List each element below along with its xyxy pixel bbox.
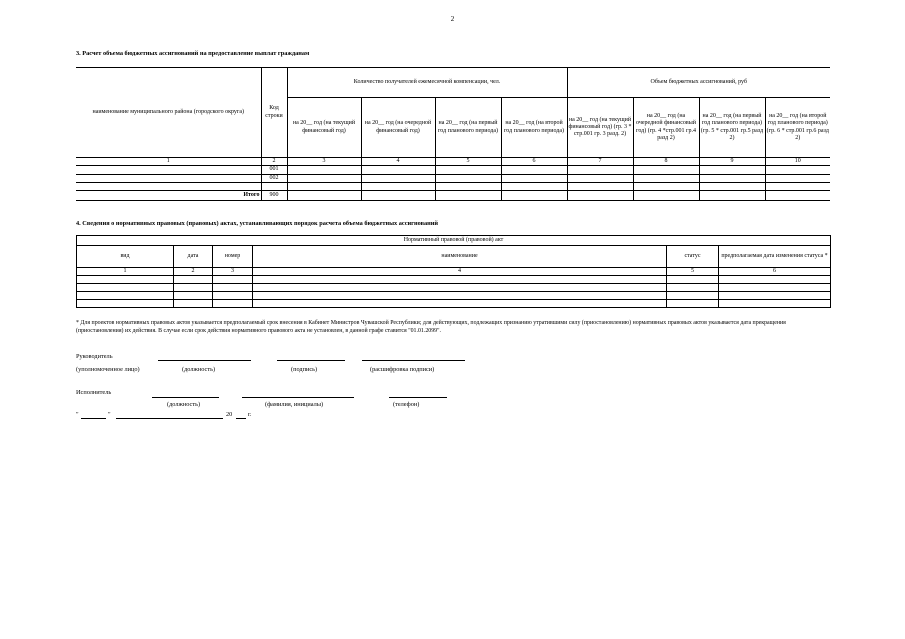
header-recipients-group: Количество получателей ежемесячной компенсации, чел. bbox=[287, 68, 567, 98]
column-number: 3 bbox=[287, 158, 361, 166]
date-year-line bbox=[236, 418, 246, 419]
data-cell bbox=[699, 182, 765, 190]
data-cell bbox=[501, 174, 567, 182]
head-decode-line bbox=[362, 360, 465, 361]
executor-phone-line bbox=[389, 397, 447, 398]
data-cell bbox=[174, 292, 213, 300]
row-code-cell bbox=[261, 182, 287, 190]
data-cell bbox=[213, 300, 253, 308]
data-cell bbox=[699, 166, 765, 174]
data-cell bbox=[719, 276, 831, 284]
data-cell bbox=[435, 166, 501, 174]
column-number: 4 bbox=[253, 268, 667, 276]
table-row bbox=[77, 292, 831, 300]
data-cell bbox=[633, 166, 699, 174]
table-row bbox=[76, 174, 830, 182]
executor-fio-caption: (фамилия, инициалы) bbox=[265, 401, 324, 408]
column-number: 1 bbox=[76, 158, 261, 166]
header-sub-col-10: на 20__ год (на второй год планового периода) (гр. 6 * стр.001 гр.6 разд 2) bbox=[765, 98, 830, 158]
column-number: 2 bbox=[261, 158, 287, 166]
data-cell bbox=[435, 182, 501, 190]
table-row bbox=[77, 300, 831, 308]
executor-label: Исполнитель bbox=[76, 389, 112, 396]
data-cell bbox=[174, 300, 213, 308]
column-number: 7 bbox=[567, 158, 633, 166]
head-sublabel: (уполномоченное лицо) bbox=[76, 366, 140, 373]
data-cell bbox=[633, 190, 699, 200]
column-number: 8 bbox=[633, 158, 699, 166]
date-month-line bbox=[116, 418, 223, 419]
head-position-caption: (должность) bbox=[182, 366, 216, 373]
executor-position-caption: (должность) bbox=[167, 401, 201, 408]
budget-calculation-table bbox=[76, 67, 830, 201]
column-number: 9 bbox=[699, 158, 765, 166]
data-cell bbox=[77, 300, 174, 308]
data-cell bbox=[253, 300, 667, 308]
data-cell bbox=[213, 292, 253, 300]
data-cell bbox=[287, 182, 361, 190]
head-signature-line bbox=[277, 360, 345, 361]
data-cell bbox=[667, 284, 719, 292]
date-quote-close: " bbox=[108, 411, 111, 418]
total-row bbox=[76, 190, 830, 200]
data-cell bbox=[699, 174, 765, 182]
row-code-cell: 001 bbox=[261, 166, 287, 174]
header-code-column: Код строки bbox=[261, 68, 287, 158]
data-cell bbox=[719, 292, 831, 300]
header-sub-col-7: на 20__ год (на текущий финансовый год) (гр. 3 * стр.001 гр. 3 разд. 2) bbox=[567, 98, 633, 158]
column-number: 3 bbox=[213, 268, 253, 276]
col-date: дата bbox=[174, 246, 213, 268]
data-cell bbox=[77, 276, 174, 284]
data-cell bbox=[361, 190, 435, 200]
column-number: 10 bbox=[765, 158, 830, 166]
footnote: * Для проектов нормативных правовых актов указывается предполагаемый срок внесения в Кабинет Министров Чувашской Республики; для действующих, подлежащих признанию утратившими силу (приостановлению) нормативных правовых актов указывается дата прекращения (приостановления) их действия. В случае если срок действия нормативного правового акта не установлен, в данной графе ставится "01.01.2099". bbox=[76, 320, 786, 334]
head-decode-caption: (расшифровка подписи) bbox=[370, 366, 435, 373]
data-cell bbox=[77, 292, 174, 300]
data-cell bbox=[567, 174, 633, 182]
data-cell bbox=[765, 190, 830, 200]
table-row bbox=[76, 182, 830, 190]
col-title: наименование bbox=[253, 246, 667, 268]
head-signature-caption: (подпись) bbox=[291, 366, 318, 373]
data-cell bbox=[667, 300, 719, 308]
date-year-suffix: г. bbox=[248, 411, 252, 418]
executor-fio-line bbox=[242, 397, 354, 398]
row-name-cell bbox=[76, 166, 261, 174]
data-cell bbox=[253, 284, 667, 292]
header-allocations-group: Объем бюджетных ассигнований, руб bbox=[567, 68, 830, 98]
data-cell bbox=[633, 182, 699, 190]
column-number: 4 bbox=[361, 158, 435, 166]
date-year-prefix: 20 bbox=[226, 411, 233, 418]
data-cell bbox=[667, 292, 719, 300]
total-label: Итого bbox=[76, 190, 261, 200]
date-quote-open: " bbox=[76, 411, 79, 418]
column-number: 2 bbox=[174, 268, 213, 276]
data-cell bbox=[719, 284, 831, 292]
column-number: 5 bbox=[435, 158, 501, 166]
date-day-line bbox=[81, 418, 106, 419]
data-cell bbox=[765, 182, 830, 190]
table-row bbox=[77, 284, 831, 292]
header-sub-col-5: на 20__ год (на первый год планового периода) bbox=[435, 98, 501, 158]
section-3-title: 3. Расчет объема бюджетных ассигнований на предоставление выплат гражданам bbox=[76, 50, 310, 57]
header-sub-col-8: на 20__ год (на очередной финансовый год) (гр. 4 *стр.001 гр.4 разд 2) bbox=[633, 98, 699, 158]
data-cell bbox=[77, 284, 174, 292]
header-sub-col-9: на 20__ год (на первый год планового периода) (гр. 5 * стр.001 гр.5 разд 2) bbox=[699, 98, 765, 158]
data-cell bbox=[699, 190, 765, 200]
data-cell bbox=[501, 166, 567, 174]
row-code-cell: 002 bbox=[261, 174, 287, 182]
data-cell bbox=[567, 166, 633, 174]
data-cell bbox=[174, 276, 213, 284]
header-sub-col-4: на 20__ год (на очередной финансовый год) bbox=[361, 98, 435, 158]
page-number: 2 bbox=[450, 15, 455, 23]
data-cell bbox=[287, 166, 361, 174]
row-name-cell bbox=[76, 182, 261, 190]
legal-act-group-header: Нормативный правовой (правовой) акт bbox=[77, 236, 831, 246]
data-cell bbox=[287, 190, 361, 200]
column-number: 5 bbox=[667, 268, 719, 276]
column-number: 6 bbox=[719, 268, 831, 276]
table-row bbox=[76, 166, 830, 174]
col-status-change-date: предполагаемая дата изменения статуса * bbox=[719, 246, 831, 268]
section-4-title: 4. Сведения о нормативных правовых (правовых) актах, устанавливающих порядок расчета объема бюджетных ассигнований bbox=[76, 220, 439, 227]
data-cell bbox=[765, 174, 830, 182]
data-cell bbox=[501, 182, 567, 190]
data-cell bbox=[667, 276, 719, 284]
data-cell bbox=[361, 166, 435, 174]
column-number: 6 bbox=[501, 158, 567, 166]
head-label: Руководитель bbox=[76, 353, 113, 360]
data-cell bbox=[765, 166, 830, 174]
col-number: номер bbox=[213, 246, 253, 268]
row-name-cell bbox=[76, 174, 261, 182]
executor-position-line bbox=[152, 397, 219, 398]
head-position-line bbox=[158, 360, 251, 361]
column-number: 1 bbox=[77, 268, 174, 276]
data-cell bbox=[361, 174, 435, 182]
col-status: статус bbox=[667, 246, 719, 268]
data-cell bbox=[501, 190, 567, 200]
table-row bbox=[77, 276, 831, 284]
data-cell bbox=[633, 174, 699, 182]
data-cell bbox=[567, 182, 633, 190]
data-cell bbox=[213, 284, 253, 292]
header-name-column: наименование муниципального района (городского округа) bbox=[76, 68, 261, 158]
data-cell bbox=[213, 276, 253, 284]
col-type: вид bbox=[77, 246, 174, 268]
data-cell bbox=[435, 174, 501, 182]
header-sub-col-6: на 20__ год (на второй год планового периода) bbox=[501, 98, 567, 158]
data-cell bbox=[253, 292, 667, 300]
data-cell bbox=[287, 174, 361, 182]
data-cell bbox=[361, 182, 435, 190]
header-sub-col-3: на 20__ год (на текущий финансовый год) bbox=[287, 98, 361, 158]
data-cell bbox=[174, 284, 213, 292]
data-cell bbox=[435, 190, 501, 200]
executor-phone-caption: (телефон) bbox=[393, 401, 420, 408]
data-cell bbox=[719, 300, 831, 308]
data-cell bbox=[253, 276, 667, 284]
legal-acts-table bbox=[76, 235, 831, 308]
data-cell bbox=[567, 190, 633, 200]
total-code: 900 bbox=[261, 190, 287, 200]
